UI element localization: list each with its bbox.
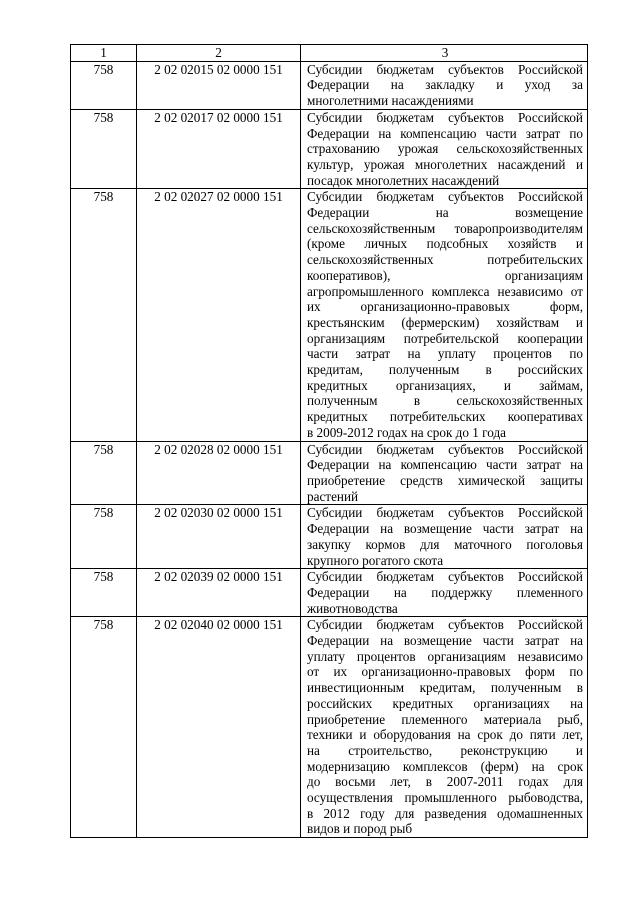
description-line: Субсидии бюджетам субъектов Российской — [307, 505, 583, 521]
description-line: культур, урожая многолетних насаждений и — [307, 156, 583, 172]
table-row — [71, 189, 588, 441]
header-col-2: 2 — [137, 45, 301, 62]
revenue-code-cell: 2 02 02017 02 0000 151 — [137, 109, 301, 189]
admin-code-cell: 758 — [71, 505, 137, 569]
description-line: видов и пород рыб — [307, 821, 413, 837]
description-line: осуществления промышленного рыбоводства, — [307, 790, 583, 806]
header-col-1: 1 — [71, 45, 137, 62]
table-row — [71, 441, 588, 505]
admin-code-cell: 758 — [71, 109, 137, 189]
description-line: сельскохозяйственных потребительских — [307, 252, 583, 268]
description-line: организациям потребительской кооперации — [307, 330, 583, 346]
description-line: Субсидии бюджетам субъектов Российской — [307, 441, 583, 457]
description-line: многолетними насаждениями — [307, 93, 474, 109]
document-page — [70, 44, 588, 838]
description-line: инвестиционным кредитам, полученным в — [307, 680, 583, 696]
revenue-code-cell: 2 02 02040 02 0000 151 — [137, 617, 301, 838]
description-line: кредитам, полученным в российских — [307, 362, 583, 378]
description-line: от их организационно-правовых форм по — [307, 664, 583, 680]
table-row — [71, 617, 588, 838]
admin-code-cell: 758 — [71, 441, 137, 505]
description-line: Субсидии бюджетам субъектов Российской — [307, 109, 583, 125]
description-line: приобретение средств химической защиты — [307, 472, 583, 488]
revenue-code-cell: 2 02 02028 02 0000 151 — [137, 441, 301, 505]
description-cell — [301, 441, 588, 505]
description-line: Субсидии бюджетам субъектов Российской — [307, 189, 583, 205]
description-line: Субсидии бюджетам субъектов Российской — [307, 569, 583, 585]
description-line: кредитных организациях, и займам, — [307, 377, 583, 393]
revenue-code-cell: 2 02 02030 02 0000 151 — [137, 505, 301, 569]
description-line: растений — [307, 488, 359, 504]
revenue-code-cell: 2 02 02027 02 0000 151 — [137, 189, 301, 441]
description-line: модернизацию комплексов (ферм) на срок — [307, 758, 583, 774]
table-header-row — [71, 45, 588, 62]
description-line: в 2009-2012 годах на срок до 1 года — [307, 424, 507, 440]
description-line: на строительство, реконструкцию и — [307, 742, 583, 758]
description-line: их организационно-правовых форм, — [307, 299, 583, 315]
table-row — [71, 109, 588, 189]
table-row — [71, 569, 588, 617]
revenue-code-cell: 2 02 02015 02 0000 151 — [137, 61, 301, 109]
description-cell — [301, 617, 588, 838]
admin-code-cell: 758 — [71, 61, 137, 109]
description-line: Федерации на поддержку племенного — [307, 584, 583, 600]
description-line: Субсидии бюджетам субъектов Российской — [307, 61, 583, 77]
description-line: Субсидии бюджетам субъектов Российской — [307, 617, 583, 633]
description-line: Федерации на возмещение части затрат на — [307, 633, 583, 649]
table-row — [71, 61, 588, 109]
description-cell — [301, 569, 588, 617]
revenue-code-cell: 2 02 02039 02 0000 151 — [137, 569, 301, 617]
description-line: Федерации на возмещение части затрат на — [307, 521, 583, 537]
admin-code-cell: 758 — [71, 617, 137, 838]
header-col-3: 3 — [301, 45, 588, 62]
description-line: уплату процентов организациям независимо — [307, 648, 583, 664]
description-line: Федерации на закладку и уход за — [307, 77, 583, 93]
description-line: посадок многолетних насаждений — [307, 172, 500, 188]
description-cell — [301, 189, 588, 441]
description-line: сельскохозяйственным товаропроизводителям — [307, 220, 583, 236]
description-line: крупного рогатого скота — [307, 552, 444, 568]
description-line: закупку кормов для маточного поголовья — [307, 536, 583, 552]
description-line: Федерации на компенсацию части затрат по — [307, 125, 583, 141]
budget-codes-table — [70, 44, 588, 838]
description-line: полученным в сельскохозяйственных — [307, 393, 583, 409]
description-cell — [301, 61, 588, 109]
description-line: страхованию урожая сельскохозяйственных — [307, 141, 583, 157]
description-line: в 2012 году для разведения одомашненных — [307, 805, 583, 821]
description-line: животноводства — [307, 600, 398, 616]
description-cell — [301, 505, 588, 569]
description-line: техники и оборудования на срок до пяти лет, — [307, 727, 583, 743]
description-line: Федерации на компенсацию части затрат на — [307, 457, 583, 473]
description-line: крестьянским (фермерским) хозяйствам и — [307, 314, 583, 330]
description-line: части затрат на уплату процентов по — [307, 346, 583, 362]
description-line: кооперативов), организациям — [307, 267, 583, 283]
table-row — [71, 505, 588, 569]
description-cell — [301, 109, 588, 189]
description-line: Федерации на возмещение — [307, 205, 583, 221]
description-line: (кроме личных подсобных хозяйств и — [307, 236, 583, 252]
description-line: кредитных потребительских кооперативах — [307, 409, 583, 425]
description-line: до восьми лет, в 2007-2011 годах для — [307, 774, 583, 790]
admin-code-cell: 758 — [71, 189, 137, 441]
description-line: агропромышленного комплекса независимо от — [307, 283, 583, 299]
description-line: российских кредитных организациях на — [307, 695, 583, 711]
admin-code-cell: 758 — [71, 569, 137, 617]
description-line: приобретение племенного материала рыб, — [307, 711, 583, 727]
